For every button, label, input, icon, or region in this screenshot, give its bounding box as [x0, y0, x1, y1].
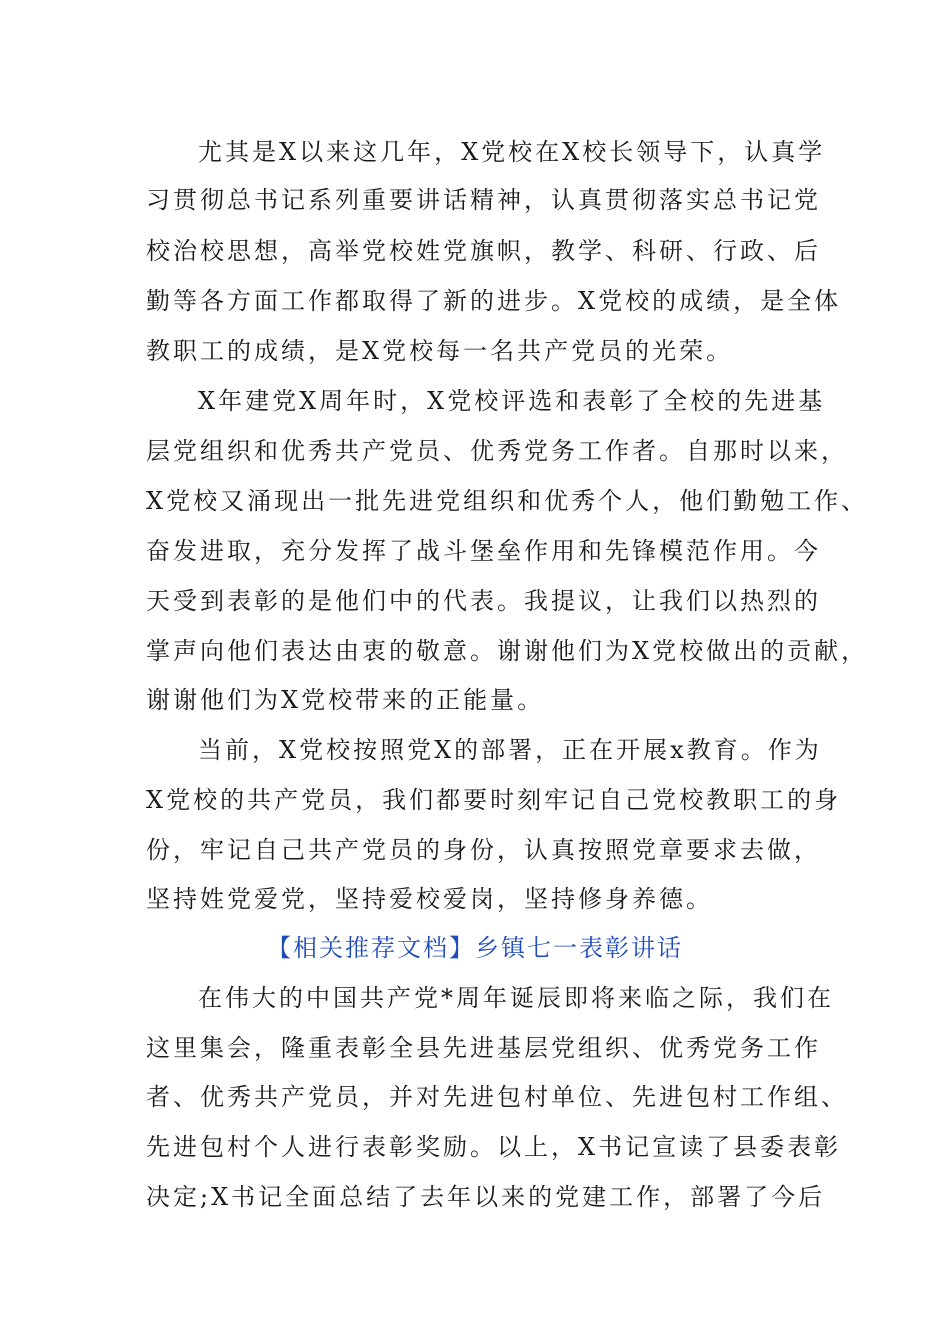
paragraph-2-line: 掌声向他们表达由衷的敬意。谢谢他们为X党校做出的贡献， — [146, 637, 869, 665]
paragraph-3-line: 当前，X党校按照党X的部署，正在开展x教育。作为 — [198, 736, 822, 764]
paragraph-2-line: X党校又涌现出一批先进党组织和优秀个人，他们勤勉工作、 — [146, 487, 869, 515]
paragraph-1-line: 教职工的成绩，是X党校每一名共产党员的光荣。 — [146, 337, 734, 365]
paragraph-4-line: 这里集会，隆重表彰全县先进基层党组织、优秀党务工作 — [146, 1034, 821, 1062]
paragraph-4-line: 者、优秀共产党员，并对先进包村单位、先进包村工作组、 — [146, 1083, 848, 1111]
paragraph-3-line: 坚持姓党爱党，坚持爱校爱岗，坚持修身养德。 — [146, 885, 713, 913]
paragraph-2-line: X年建党X周年时，X党校评选和表彰了全校的先进基 — [198, 387, 826, 415]
paragraph-4-line: 决定;X书记全面总结了去年以来的党建工作，部署了今后 — [146, 1183, 826, 1211]
paragraph-1-line: 尤其是X以来这几年，X党校在X校长领导下，认真学 — [198, 138, 826, 166]
recommended-document-heading: 【相关推荐文档】乡镇七一表彰讲话 — [267, 934, 683, 962]
paragraph-4-line: 在伟大的中国共产党*周年诞辰即将来临之际，我们在 — [198, 984, 834, 1012]
paragraph-2-line: 天受到表彰的是他们中的代表。我提议，让我们以热烈的 — [146, 587, 821, 615]
paragraph-3-line: X党校的共产党员，我们都要时刻牢记自己党校教职工的身 — [146, 786, 842, 814]
paragraph-1-line: 勤等各方面工作都取得了新的进步。X党校的成绩，是全体 — [146, 287, 842, 315]
paragraph-4-line: 先进包村个人进行表彰奖励。以上，X书记宣读了县委表彰 — [146, 1133, 842, 1161]
paragraph-1-line: 校治校思想，高举党校姓党旗帜，教学、科研、行政、后 — [146, 237, 821, 265]
paragraph-2-line: 层党组织和优秀共产党员、优秀党务工作者。自那时以来， — [146, 437, 848, 465]
paragraph-1-line: 习贯彻总书记系列重要讲话精神，认真贯彻落实总书记党 — [146, 186, 821, 214]
paragraph-2-line: 谢谢他们为X党校带来的正能量。 — [146, 686, 545, 714]
paragraph-3-line: 份，牢记自己共产党员的身份，认真按照党章要求去做， — [146, 836, 821, 864]
paragraph-2-line: 奋发进取，充分发挥了战斗堡垒作用和先锋模范作用。今 — [146, 537, 821, 565]
